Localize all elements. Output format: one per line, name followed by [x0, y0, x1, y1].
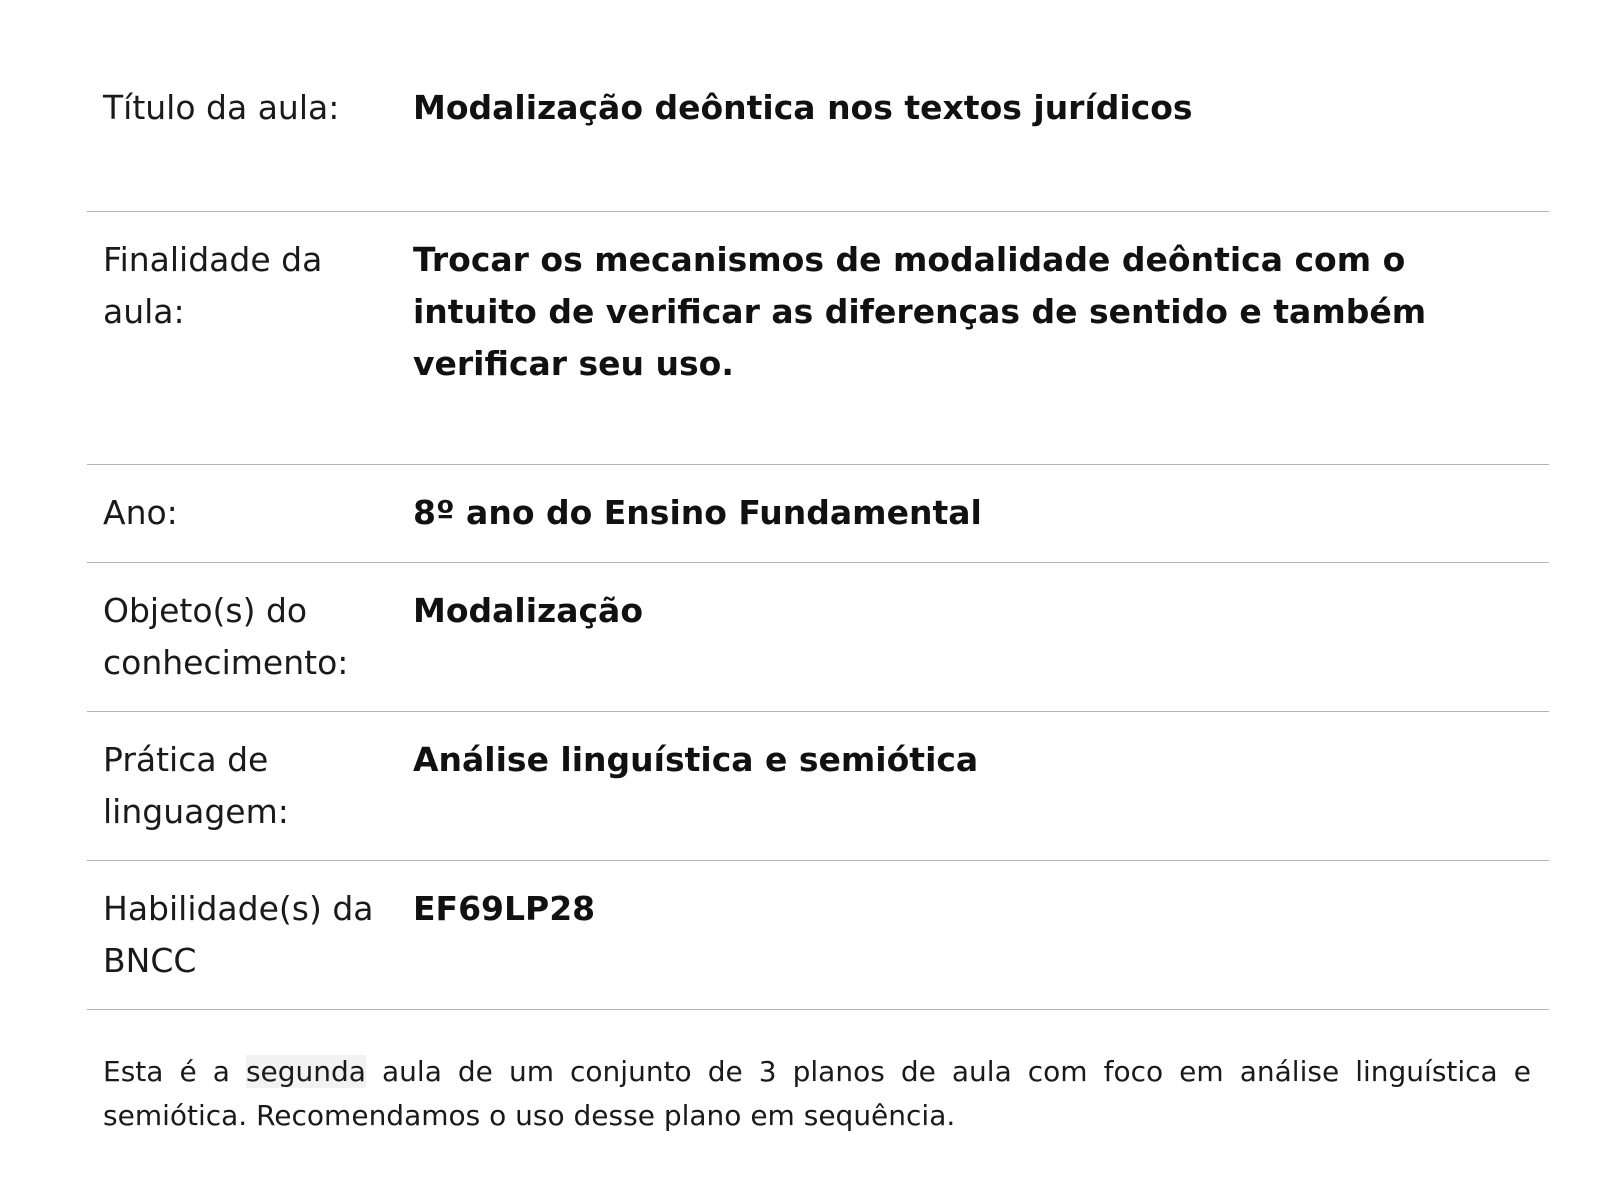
- table-row-language-practice: [87, 712, 1549, 861]
- table-row-knowledge-object: [87, 563, 1549, 712]
- row-value-language-practice: Análise linguística e semiótica: [413, 740, 979, 779]
- row-label-language-practice: Prática de linguagem:: [103, 740, 289, 831]
- row-label-bncc-skill: Habilidade(s) da BNCC: [103, 889, 374, 980]
- row-label-title: Título da aula:: [103, 88, 340, 127]
- row-value-knowledge-object: Modalização: [413, 591, 644, 630]
- note-highlight: segunda: [245, 1055, 366, 1088]
- row-value-bncc-skill: EF69LP28: [413, 889, 596, 928]
- table-row-bncc-skill: [87, 861, 1549, 1010]
- row-label-knowledge-object: Objeto(s) do conhecimento:: [103, 591, 349, 682]
- row-label-year: Ano:: [103, 493, 178, 532]
- note-text-end: aula de um conjunto de 3 planos de aula com foco em análise linguística e semiótica. Recomendamos o uso desse plano em sequência.: [103, 1055, 1531, 1132]
- row-label-purpose: Finalidade da aula:: [103, 240, 323, 331]
- note-text-start: Esta é a: [103, 1055, 246, 1088]
- lesson-plan-table: [87, 60, 1549, 1010]
- row-value-title: Modalização deôntica nos textos jurídicos: [413, 88, 1193, 127]
- row-value-purpose: Trocar os mecanismos de modalidade deôntica com o intuito de verificar as diferenças de sentido e também verificar seu uso.: [413, 240, 1427, 383]
- table-row-purpose: [87, 212, 1549, 465]
- sequence-note: [103, 1050, 1531, 1138]
- table-row-year: [87, 465, 1549, 563]
- row-value-year: 8º ano do Ensino Fundamental: [413, 493, 982, 532]
- table-row-title: [87, 60, 1549, 212]
